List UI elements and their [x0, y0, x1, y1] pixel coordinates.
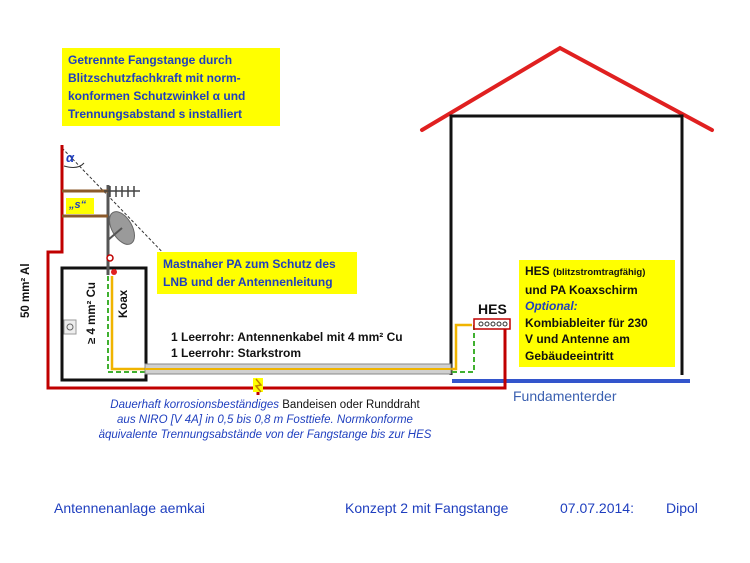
- note-hes-line-6: Gebäudeeintritt: [525, 348, 614, 363]
- ground-caption-part-1: Dauerhaft korrosionsbeständiges: [110, 399, 280, 411]
- al-wire-label: 50 mm² Al: [20, 263, 32, 318]
- mast-pa-dot: [111, 269, 117, 275]
- lightning-bolt-icon: [253, 378, 263, 392]
- alpha-label: α: [66, 150, 75, 165]
- note-fangstange-line-3: konformen Schutzwinkel α und: [68, 89, 246, 103]
- note-fangstange-line-2: Blitzschutzfachkraft mit norm-: [68, 71, 241, 85]
- fundamenterder-label: Fundamenterder: [513, 388, 617, 404]
- note-fangstange: [62, 48, 280, 126]
- conduit-label-1: 1 Leerrohr: Antennenkabel mit 4 mm² Cu: [171, 330, 403, 344]
- note-hes-title-small: (blitzstromtragfähig): [553, 267, 646, 278]
- ground-caption-line-2: aus NIRO [V 4A] in 0,5 bis 0,8 m Fosttiefe. Normkonforme: [117, 414, 413, 426]
- hes-rail: [474, 319, 510, 329]
- note-mast-pa-line-1: Mastnaher PA zum Schutz des: [163, 257, 336, 271]
- note-hes-line-2: und PA Koaxschirm: [525, 282, 638, 297]
- note-fangstange-line-1: Getrennte Fangstange durch: [68, 53, 233, 67]
- cu-wire-label: ≥ 4 mm² Cu: [86, 282, 98, 344]
- footer-brand: Dipol: [666, 500, 698, 516]
- conduit-label-2: 1 Leerrohr: Starkstrom: [171, 346, 302, 360]
- mast-pa-terminal: [107, 255, 113, 261]
- satellite-dish: [104, 207, 139, 248]
- hes-box-label: HES: [478, 301, 507, 317]
- socket-box: [64, 320, 76, 334]
- s-label: „s“: [69, 199, 87, 211]
- note-hes: [519, 260, 675, 367]
- ground-caption-part-2: Bandeisen oder Runddraht: [279, 399, 420, 411]
- note-hes-line-5: V und Antenne am: [525, 332, 630, 346]
- note-mast-pa-line-2: LNB und der Antennenleitung: [163, 275, 333, 289]
- footer-title: Antennenanlage aemkai: [54, 500, 206, 516]
- note-fangstange-line-4: Trennungsabstand s installiert: [68, 107, 243, 121]
- note-hes-title: HES: [525, 264, 550, 278]
- note-hes-optional: Optional:: [525, 299, 578, 313]
- note-hes-line-4: Kombiableiter für 230: [525, 315, 648, 330]
- ground-caption-line-3: äquivalente Trennungsabstände von der Fangstange bis zur HES: [98, 429, 432, 441]
- house-roof: [422, 48, 712, 130]
- note-hes-line-1: [525, 263, 669, 282]
- yagi-antenna: [104, 186, 140, 197]
- note-mast-pa: [157, 252, 357, 294]
- koax-label: Koax: [118, 289, 130, 318]
- footer-date: 07.07.2014:: [560, 500, 634, 516]
- ground-caption: [40, 398, 490, 443]
- footer-concept: Konzept 2 mit Fangstange: [345, 500, 509, 516]
